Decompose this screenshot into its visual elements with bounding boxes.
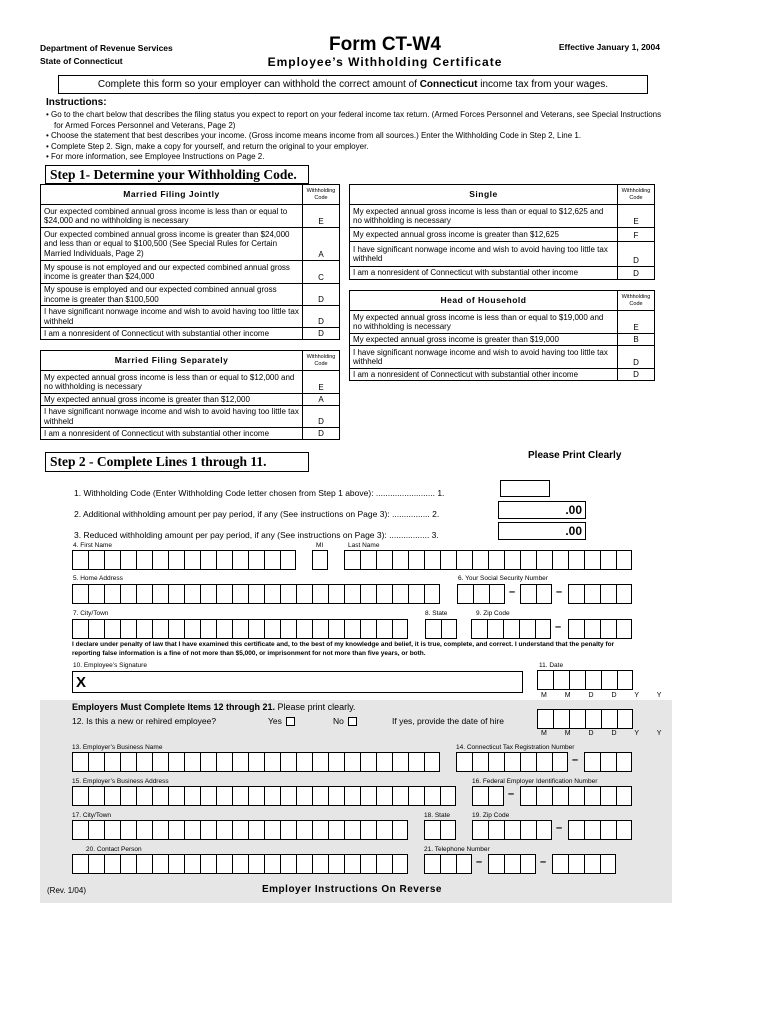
revision-date: (Rev. 1/04) [47,886,86,895]
perjury-declaration: I declare under penalty of law that I have examined this certificate and, to the best of my knowledge and belief, it is true, complete, and correct. I understand that the penalty for reporting false information is a fine of not more than $5,000, or imprisonment for not more than five years, or both. [72,641,615,657]
table-head-of-household [349,290,655,381]
row-text: I have significant nonwage income and wish to avoid having too little tax withheld [41,406,303,428]
employer-city-label: 17. City/Town [72,812,112,819]
row-text: Our expected combined annual gross income is less than or equal to $24,000 and no withholding is necessary [41,205,303,228]
state-field[interactable] [425,619,457,639]
fein-part1-field[interactable] [472,786,504,806]
ssn-part1-field[interactable] [457,584,505,604]
step2-title: Step 2 - Complete Lines 1 through 11. [45,452,309,472]
no-option[interactable] [333,716,357,726]
row-code: E [303,371,340,394]
row-code: E [303,205,340,228]
home-address-label: 5. Home Address [73,575,123,582]
amount-cents: .00 [565,524,582,538]
zip-part2-field[interactable] [568,619,632,639]
instruction-item: • Choose the statement that best describes your income. (Gross income means income from all sources.) Enter the Withholding Code in Step 2, Line 1. [46,131,582,140]
business-name-label: 13. Employer’s Business Name [72,744,163,751]
ssn-part2-field[interactable] [520,584,552,604]
home-address-field[interactable] [72,584,440,604]
table-single [349,184,655,280]
employer-instructions-note: Employer Instructions On Reverse [262,884,442,895]
zip-dash: – [555,621,562,633]
code-header: Withholding Code [618,185,655,205]
row-code: D [618,346,655,369]
first-name-field[interactable] [72,550,296,570]
effective-date: Effective January 1, 2004 [558,42,660,52]
additional-withholding-field[interactable] [498,501,586,519]
yes-label: Yes [268,716,282,726]
row-code: F [618,228,655,242]
row-text: My expected annual gross income is less than or equal to $12,625 and no withholding is necessary [350,205,618,228]
instructions-title: Instructions: [46,97,107,108]
employer-title-rest: Please print clearly. [275,702,356,712]
table-married-filing-separately [40,350,340,440]
fein-dash: – [508,788,515,800]
row-text: I am a nonresident of Connecticut with substantial other income [350,267,618,280]
employer-zip-dash: – [556,822,563,834]
instruction-item: • Complete Step 2. Sign, make a copy for yourself, and return the original to your employer. [46,141,369,151]
zip-part1-field[interactable] [471,619,551,639]
table-married-filing-jointly [40,184,340,340]
row-text: Our expected combined annual gross income is greater than $24,000 and less than or equal to $100,500 (See Special Rules for Certain Married Individuals, Page 2) [41,228,303,261]
step1-title: Step 1- Determine your Withholding Code. [45,165,309,184]
signature-x: X [76,674,87,691]
first-name-label: 4. First Name [73,542,113,549]
row-text: My expected annual gross income is greater than $19,000 [350,334,618,346]
row-code: A [303,394,340,406]
phone-dash: – [540,856,547,868]
employer-state-label: 18. State [424,812,451,819]
ct-reg-part2-field[interactable] [584,752,632,772]
line3-label: 3. Reduced withholding amount per pay period, if any (See instructions on Page 3): ................. 3. [74,530,439,540]
intro-text-end: income tax from your wages. [477,79,609,90]
table-title: Head of Household [350,291,618,311]
table-title: Married Filing Jointly [41,185,303,205]
employer-state-field[interactable] [424,820,456,840]
row-text: My spouse is not employed and our expected combined annual gross income is greater than $24,000 [41,261,303,284]
telephone-label: 21. Telephone Number [424,846,490,853]
instruction-item: • For more information, see Employee Instructions on Page 2. [46,152,265,161]
employer-section-title [72,702,355,712]
row-code: D [618,267,655,280]
withholding-code-field[interactable] [500,480,550,497]
line2-label: 2. Additional withholding amount per pay period, if any (See instructions on Page 3): ................ 2. [74,509,440,519]
row-code: D [303,284,340,306]
row-text: My expected annual gross income is less than or equal to $19,000 and no withholding is necessary [350,311,618,334]
contact-person-field[interactable] [72,854,408,874]
form-title: Form CT-W4 [329,34,441,55]
date-of-hire-field[interactable] [537,709,633,729]
city-label: 7. City/Town [73,610,109,617]
dept-name: Department of Revenue Services [40,43,173,53]
business-name-field[interactable] [72,752,440,772]
row-code: A [303,228,340,261]
fein-label: 16. Federal Employer Identification Number [472,778,598,785]
intro-bold: Connecticut [419,79,478,90]
employer-city-field[interactable] [72,820,408,840]
row-code: E [618,205,655,228]
city-field[interactable] [72,619,408,639]
row-code: D [303,328,340,340]
phone-prefix-field[interactable] [488,854,536,874]
row-code: D [618,369,655,381]
date-of-hire-label: If yes, provide the date of hire [392,716,504,726]
fein-part2-field[interactable] [520,786,632,806]
no-checkbox[interactable] [348,717,357,726]
table-title: Married Filing Separately [41,351,303,371]
row-code: E [618,311,655,334]
instruction-item: • Go to the chart below that describes the filing status you expect to report on your federal income tax return. (Armed Forces Personnel and Veterans, see Special Instructions for Armed Forces Personnel and Veterans, Page 2) [46,110,662,130]
code-header: Withholding Code [618,291,655,311]
business-address-label: 15. Employer’s Business Address [72,778,169,785]
mi-field[interactable] [312,550,328,570]
line1-label: 1. Withholding Code (Enter Withholding Code letter chosen from Step 1 above): ......................... 1. [74,488,445,498]
phone-dash: – [476,856,483,868]
reduced-withholding-field[interactable] [498,522,586,540]
no-label: No [333,716,344,726]
employer-zip-part1-field[interactable] [472,820,552,840]
code-header: Withholding Code [303,351,340,371]
state-label: 8. State [425,610,448,617]
row-text: I am a nonresident of Connecticut with substantial other income [350,369,618,381]
row-code: D [303,406,340,428]
phone-area-field[interactable] [424,854,472,874]
contact-person-label: 20. Contact Person [86,846,142,853]
intro-text: Complete this form so your employer can withhold the correct amount of [97,79,420,90]
ssn-dash: – [556,586,563,598]
table-title: Single [350,185,618,205]
code-header: Withholding Code [303,185,340,205]
yes-option[interactable] [268,716,295,726]
row-text: My expected annual gross income is greater than $12,000 [41,394,303,406]
ssn-part3-field[interactable] [568,584,632,604]
date-format-hint: M M D D Y Y [541,692,670,699]
row-text: I have significant nonwage income and wish to avoid having too little tax withheld [350,242,618,267]
row-code: D [303,306,340,328]
print-clearly-note: Please Print Clearly [528,450,622,461]
signature-label: 10. Employee’s Signature [73,662,147,669]
last-name-field[interactable] [344,550,632,570]
q12-label: 12. Is this a new or rehired employee? [72,716,217,726]
ssn-label: 6. Your Social Security Number [458,575,548,582]
row-text: I am a nonresident of Connecticut with substantial other income [41,428,303,440]
department-header [40,42,173,68]
signature-field[interactable] [72,671,523,693]
intro-banner [58,75,648,94]
row-code: C [303,261,340,284]
row-code: D [618,242,655,267]
row-text: My expected annual gross income is less than or equal to $12,000 and no withholding is necessary [41,371,303,394]
employer-title-bold: Employers Must Complete Items 12 through 21. [72,702,276,712]
ssn-dash: – [509,586,516,598]
row-text: My expected annual gross income is greater than $12,625 [350,228,618,242]
zip-label: 9. Zip Code [476,610,510,617]
business-address-field[interactable] [72,786,456,806]
phone-line-field[interactable] [552,854,616,874]
employer-zip-label: 19. Zip Code [472,812,510,819]
row-text: I have significant nonwage income and wish to avoid having too little tax withheld [41,306,303,328]
ct-reg-label: 14. Connecticut Tax Registration Number [456,744,575,751]
row-code: B [618,334,655,346]
amount-cents: .00 [565,503,582,517]
form-subtitle: Employee’s Withholding Certificate [267,55,503,69]
row-code: D [303,428,340,440]
date-format-hint: M M D D Y Y [541,730,670,737]
date-label: 11. Date [539,662,564,669]
row-text: I have significant nonwage income and wish to avoid having too little tax withheld [350,346,618,369]
last-name-label: Last Name [348,542,380,549]
ct-reg-dash: – [572,754,579,766]
row-text: I am a nonresident of Connecticut with substantial other income [41,328,303,340]
state-name: State of Connecticut [40,56,123,66]
date-field[interactable] [537,670,633,690]
yes-checkbox[interactable] [286,717,295,726]
instructions-list [46,110,666,163]
employer-zip-part2-field[interactable] [568,820,632,840]
mi-label: MI [316,542,324,549]
ct-reg-part1-field[interactable] [456,752,568,772]
row-text: My spouse is employed and our expected combined annual gross income is greater than $100,500 [41,284,303,306]
